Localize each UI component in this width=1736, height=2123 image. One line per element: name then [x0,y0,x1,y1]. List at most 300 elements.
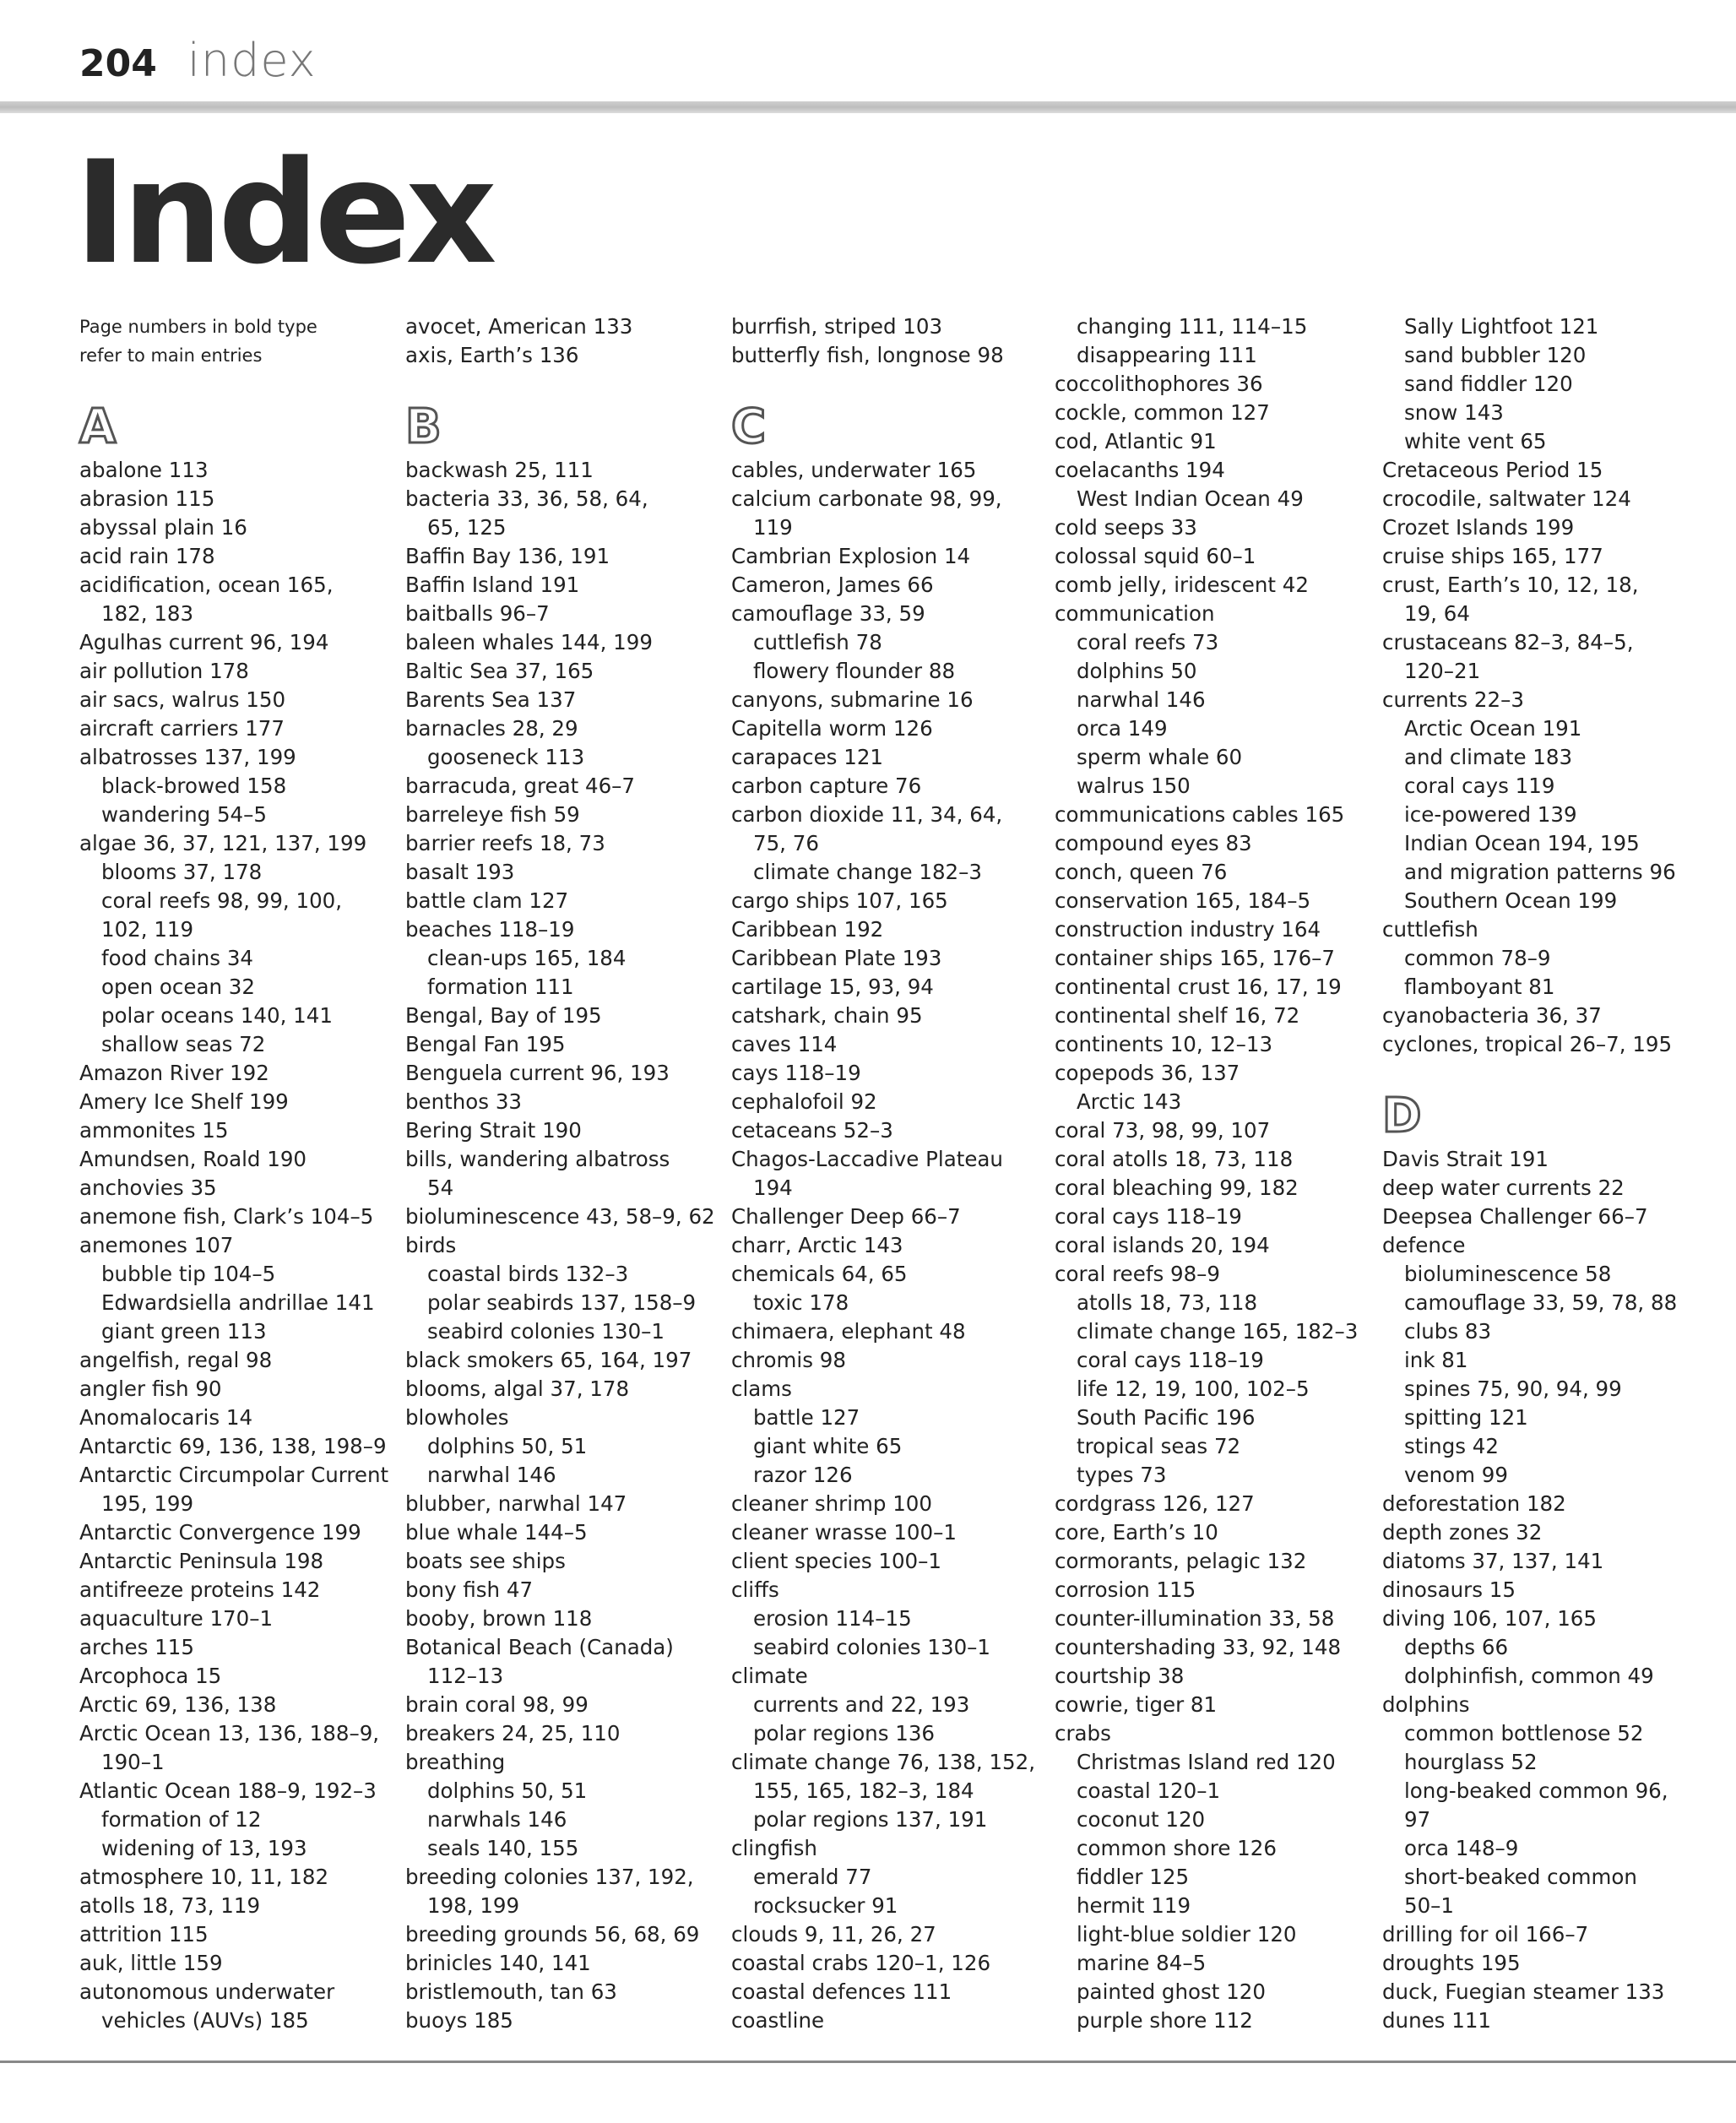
index-column-2 [405,312,718,2035]
spacer [731,370,1044,399]
index-entry: Challenger Deep 66–7 [731,1204,961,1229]
index-subentry: ink 81 [1404,1348,1468,1372]
index-subentry: cuttlefish 78 [753,630,882,654]
section-letter-text: A [79,399,117,454]
index-entry: climate [731,1664,808,1688]
index-entry: coral bleaching 99, 182 [1055,1176,1299,1200]
index-entry: cartilage 15, 93, 94 [731,975,934,999]
index-entry: booby, brown 118 [405,1606,593,1631]
index-entry: breakers 24, 25, 110 [405,1721,621,1746]
index-subentry: coastal birds 132–3 [427,1262,629,1286]
index-entry: cold seeps 33 [1055,515,1197,540]
index-entry: arches 115 [79,1635,194,1659]
index-entry: cables, underwater 165 [731,458,977,482]
page-title: Index [74,130,492,296]
index-subentry: coastal 120–1 [1077,1778,1221,1803]
index-subentry: hourglass 52 [1404,1750,1538,1774]
index-entry: cliffs [731,1577,779,1602]
index-entry: barnacles 28, 29 [405,716,578,741]
index-entry: copepods 36, 137 [1055,1061,1240,1085]
index-subentry: Arctic 143 [1077,1089,1182,1114]
index-entry: carbon capture 76 [731,774,922,798]
index-entry: continental shelf 16, 72 [1055,1003,1300,1028]
index-entry: construction industry 164 [1055,917,1321,942]
index-subentry: short-beaked common [1404,1865,1637,1889]
index-entry: abyssal plain 16 [79,515,247,540]
index-entry: black smokers 65, 164, 197 [405,1348,692,1372]
index-subentry: 97 [1404,1807,1431,1832]
index-entry: aquaculture 170–1 [79,1606,274,1631]
index-entry: conch, queen 76 [1055,860,1228,884]
index-entry: buoys 185 [405,2008,513,2033]
index-subentry: types 73 [1077,1463,1167,1487]
index-subentry: flamboyant 81 [1404,975,1555,999]
index-subentry: 194 [753,1176,793,1200]
index-entry: camouflage 33, 59 [731,601,925,626]
index-subentry: sperm whale 60 [1077,745,1243,769]
index-entry: crustaceans 82–3, 84–5, [1382,630,1634,654]
index-entry: coral atolls 18, 73, 118 [1055,1147,1294,1171]
index-entry: Barents Sea 137 [405,687,577,712]
index-entry: deep water currents 22 [1382,1176,1625,1200]
index-entry: Cretaceous Period 15 [1382,458,1603,482]
index-entry: client species 100–1 [731,1549,941,1573]
index-entry: Benguela current 96, 193 [405,1061,670,1085]
index-subentry: dolphins 50 [1077,659,1197,683]
index-entry: barrier reefs 18, 73 [405,831,605,855]
index-subentry: wandering 54–5 [101,802,267,827]
index-entry: burrfish, striped 103 [731,314,943,339]
index-entry: Chagos-Laccadive Plateau [731,1147,1003,1171]
index-subentry: 50–1 [1404,1893,1455,1918]
index-subentry: light-blue soldier 120 [1077,1922,1297,1947]
index-subentry: West Indian Ocean 49 [1077,486,1304,511]
index-subentry: orca 148–9 [1404,1836,1519,1860]
index-entry: Amazon River 192 [79,1061,269,1085]
index-subentry: 112–13 [427,1664,504,1688]
index-subentry: venom 99 [1404,1463,1508,1487]
index-entry: counter-illumination 33, 58 [1055,1606,1335,1631]
index-entry: carapaces 121 [731,745,883,769]
index-entry: cuttlefish [1382,917,1478,942]
index-entry: Bengal Fan 195 [405,1032,566,1056]
section-name: index [187,34,317,87]
index-subentry: sand bubbler 120 [1404,343,1587,367]
index-entry: cetaceans 52–3 [731,1118,893,1143]
index-entry: comb jelly, iridescent 42 [1055,573,1309,597]
index-subentry: depths 66 [1404,1635,1509,1659]
index-entry: blue whale 144–5 [405,1520,588,1545]
index-subentry: spines 75, 90, 94, 99 [1404,1376,1622,1401]
index-subentry: painted ghost 120 [1077,1979,1266,2004]
index-entry: core, Earth’s 10 [1055,1520,1218,1545]
index-entry: abalone 113 [79,458,209,482]
index-entry: duck, Fuegian steamer 133 [1382,1979,1665,2004]
index-entry: Anomalocaris 14 [79,1405,253,1430]
index-entry: compound eyes 83 [1055,831,1252,855]
index-entry: bills, wandering albatross [405,1147,670,1171]
index-subentry: black-browed 158 [101,774,287,798]
index-subentry: narwhals 146 [427,1807,567,1832]
index-entry: clingfish [731,1836,817,1860]
index-subentry: polar oceans 140, 141 [101,1003,333,1028]
index-entry: Caribbean Plate 193 [731,946,942,970]
index-entry: chimaera, elephant 48 [731,1319,966,1344]
index-entry: caves 114 [731,1032,838,1056]
index-entry: dolphins [1382,1692,1470,1717]
index-subentry: sand fiddler 120 [1404,372,1573,396]
index-entry: corrosion 115 [1055,1577,1196,1602]
index-entry: cyanobacteria 36, 37 [1382,1003,1602,1028]
index-entry: deforestation 182 [1382,1491,1566,1516]
index-subentry: rocksucker 91 [753,1893,898,1918]
index-subentry: coconut 120 [1077,1807,1206,1832]
index-subentry: ice-powered 139 [1404,802,1577,827]
index-subentry: marine 84–5 [1077,1951,1207,1975]
index-subentry: 75, 76 [753,831,819,855]
index-entry: Cameron, James 66 [731,573,934,597]
index-entry: angler fish 90 [79,1376,222,1401]
index-entry: coral cays 118–19 [1055,1204,1242,1229]
index-subentry: tropical seas 72 [1077,1434,1241,1458]
index-subentry: 102, 119 [101,917,194,942]
header-rule [0,101,1736,113]
index-entry: cormorants, pelagic 132 [1055,1549,1307,1573]
index-entry: Antarctic Peninsula 198 [79,1549,324,1573]
index-subentry: walrus 150 [1077,774,1191,798]
index-entry: avocet, American 133 [405,314,633,339]
index-subentry: climate change 165, 182–3 [1077,1319,1359,1344]
index-entry: Baffin Island 191 [405,573,580,597]
index-entry: coastal defences 111 [731,1979,952,2004]
index-entry: Capitella worm 126 [731,716,933,741]
index-entry: Agulhas current 96, 194 [79,630,329,654]
index-entry: butterfly fish, longnose 98 [731,343,1004,367]
index-entry: canyons, submarine 16 [731,687,974,712]
index-entry: autonomous underwater [79,1979,335,2004]
index-subentry: Southern Ocean 199 [1404,888,1618,913]
index-subentry: Sally Lightfoot 121 [1404,314,1599,339]
index-subentry: common 78–9 [1404,946,1551,970]
index-entry: Botanical Beach (Canada) [405,1635,674,1659]
index-entry: angelfish, regal 98 [79,1348,273,1372]
index-subentry: food chains 34 [101,946,254,970]
index-subentry: 155, 165, 182–3, 184 [753,1778,974,1803]
spacer [79,370,392,399]
index-subentry: vehicles (AUVs) 185 [101,2008,309,2033]
index-subentry: coral cays 119 [1404,774,1555,798]
index-subentry: Arctic Ocean 191 [1404,716,1582,741]
index-entry: auk, little 159 [79,1951,223,1975]
index-subentry: 195, 199 [101,1491,194,1516]
index-entry: Antarctic Convergence 199 [79,1520,361,1545]
index-subentry: South Pacific 196 [1077,1405,1256,1430]
index-note: refer to main entries [79,345,263,366]
index-subentry: giant white 65 [753,1434,903,1458]
index-subentry: flowery flounder 88 [753,659,956,683]
index-entry: Deepsea Challenger 66–7 [1382,1204,1648,1229]
index-entry: breeding colonies 137, 192, [405,1865,694,1889]
index-entry: benthos 33 [405,1089,523,1114]
index-entry: anemones 107 [79,1233,234,1257]
index-subentry: 54 [427,1176,454,1200]
index-entry: colossal squid 60–1 [1055,544,1256,568]
index-subentry: spitting 121 [1404,1405,1528,1430]
index-entry: birds [405,1233,457,1257]
index-subentry: climate change 182–3 [753,860,982,884]
index-column-1 [79,312,392,2035]
index-subentry: battle 127 [753,1405,860,1430]
index-subentry: 19, 64 [1404,601,1470,626]
section-letter [1382,1088,1695,1145]
index-entry: clams [731,1376,792,1401]
index-entry: Bering Strait 190 [405,1118,582,1143]
index-entry: coral reefs 98–9 [1055,1262,1221,1286]
index-subentry: toxic 178 [753,1290,849,1315]
index-entry: defence [1382,1233,1466,1257]
index-subentry: narwhal 146 [1077,687,1206,712]
index-entry: coastal crabs 120–1, 126 [731,1951,991,1975]
section-letter-text: B [405,399,442,454]
index-entry: dunes 111 [1382,2008,1491,2033]
index-subentry: seabird colonies 130–1 [753,1635,991,1659]
index-entry: axis, Earth’s 136 [405,343,579,367]
index-entry: crabs [1055,1721,1111,1746]
index-entry: drilling for oil 166–7 [1382,1922,1589,1947]
index-subentry: Christmas Island red 120 [1077,1750,1336,1774]
index-entry: crocodile, saltwater 124 [1382,486,1631,511]
index-subentry: polar regions 136 [753,1721,936,1746]
index-entry: atmosphere 10, 11, 182 [79,1865,329,1889]
index-entry: Caribbean 192 [731,917,884,942]
index-entry: chemicals 64, 65 [731,1262,908,1286]
index-entry: atolls 18, 73, 119 [79,1893,261,1918]
index-subentry: clean-ups 165, 184 [427,946,627,970]
index-entry: Antarctic 69, 136, 138, 198–9 [79,1434,387,1458]
index-subentry: blooms 37, 178 [101,860,263,884]
running-head [79,34,317,93]
index-subentry: gooseneck 113 [427,745,585,769]
index-subentry: narwhal 146 [427,1463,556,1487]
index-subentry: 182, 183 [101,601,194,626]
index-entry: continental crust 16, 17, 19 [1055,975,1342,999]
index-entry: bacteria 33, 36, 58, 64, [405,486,648,511]
index-subentry: shallow seas 72 [101,1032,266,1056]
index-subentry: purple shore 112 [1077,2008,1253,2033]
index-entry: cowrie, tiger 81 [1055,1692,1218,1717]
index-entry: Antarctic Circumpolar Current [79,1463,389,1487]
index-entry: barracuda, great 46–7 [405,774,636,798]
index-subentry: Indian Ocean 194, 195 [1404,831,1640,855]
index-subentry: long-beaked common 96, [1404,1778,1668,1803]
index-entry: Bengal, Bay of 195 [405,1003,602,1028]
index-subentry: stings 42 [1404,1434,1499,1458]
index-subentry: giant green 113 [101,1319,267,1344]
index-subentry: bubble tip 104–5 [101,1262,276,1286]
index-entry: diatoms 37, 137, 141 [1382,1549,1604,1573]
spacer [1382,1059,1695,1088]
index-entry: conservation 165, 184–5 [1055,888,1311,913]
index-columns [0,312,1736,2052]
index-subentry: 120–21 [1404,659,1481,683]
index-entry: continents 10, 12–13 [1055,1032,1273,1056]
index-entry: air pollution 178 [79,659,249,683]
index-entry: clouds 9, 11, 26, 27 [731,1922,936,1947]
index-subentry: erosion 114–15 [753,1606,912,1631]
index-subentry: widening of 13, 193 [101,1836,307,1860]
index-entry: breeding grounds 56, 68, 69 [405,1922,700,1947]
index-subentry: dolphins 50, 51 [427,1778,588,1803]
spacer [405,370,718,399]
index-subentry: bioluminescence 58 [1404,1262,1612,1286]
index-entry: air sacs, walrus 150 [79,687,286,712]
index-entry: calcium carbonate 98, 99, [731,486,1002,511]
index-entry: dinosaurs 15 [1382,1577,1516,1602]
index-entry: chromis 98 [731,1348,846,1372]
index-column-3 [731,312,1044,2035]
index-entry: Amundsen, Roald 190 [79,1147,307,1171]
index-entry: charr, Arctic 143 [731,1233,903,1257]
index-entry: cyclones, tropical 26–7, 195 [1382,1032,1673,1056]
index-subentry: orca 149 [1077,716,1168,741]
index-column-4 [1055,312,1367,2035]
index-subentry: life 12, 19, 100, 102–5 [1077,1376,1310,1401]
index-subentry: camouflage 33, 59, 78, 88 [1404,1290,1678,1315]
index-entry: cleaner shrimp 100 [731,1491,932,1516]
index-entry: attrition 115 [79,1922,209,1947]
index-entry: ammonites 15 [79,1118,229,1143]
index-subentry: formation 111 [427,975,574,999]
index-subentry: coral reefs 98, 99, 100, [101,888,343,913]
index-entry: blowholes [405,1405,509,1430]
index-subentry: seabird colonies 130–1 [427,1319,665,1344]
index-subentry: white vent 65 [1404,429,1547,453]
index-entry: Arctic Ocean 13, 136, 188–9, [79,1721,380,1746]
index-subentry: coral reefs 73 [1077,630,1219,654]
index-subentry: open ocean 32 [101,975,255,999]
index-entry: countershading 33, 92, 148 [1055,1635,1342,1659]
index-subentry: 65, 125 [427,515,507,540]
index-entry: coral islands 20, 194 [1055,1233,1270,1257]
index-entry: bristlemouth, tan 63 [405,1979,617,2004]
index-subentry: clubs 83 [1404,1319,1492,1344]
index-subentry: atolls 18, 73, 118 [1077,1290,1258,1315]
index-entry: baitballs 96–7 [405,601,550,626]
index-entry: coral 73, 98, 99, 107 [1055,1118,1271,1143]
index-entry: catshark, chain 95 [731,1003,923,1028]
index-entry: cleaner wrasse 100–1 [731,1520,957,1545]
index-entry: climate change 76, 138, 152, [731,1750,1036,1774]
index-subentry: coral cays 118–19 [1077,1348,1264,1372]
index-entry: Atlantic Ocean 188–9, 192–3 [79,1778,377,1803]
index-entry: bony fish 47 [405,1577,534,1602]
index-entry: Arctic 69, 136, 138 [79,1692,277,1717]
index-entry: basalt 193 [405,860,515,884]
index-entry: cordgrass 126, 127 [1055,1491,1255,1516]
index-subentry: disappearing 111 [1077,343,1257,367]
index-entry: coastline [731,2008,825,2033]
index-column-5 [1382,312,1695,2035]
index-entry: blooms, algal 37, 178 [405,1376,630,1401]
index-entry: courtship 38 [1055,1664,1185,1688]
index-subentry: and migration patterns 96 [1404,860,1676,884]
index-entry: Baffin Bay 136, 191 [405,544,610,568]
index-subentry: formation of 12 [101,1807,262,1832]
footer-rule [0,2061,1736,2063]
index-entry: acid rain 178 [79,544,215,568]
index-entry: cays 118–19 [731,1061,861,1085]
index-entry: carbon dioxide 11, 34, 64, [731,802,1003,827]
index-subentry: polar regions 137, 191 [753,1807,988,1832]
index-entry: coelacanths 194 [1055,458,1225,482]
index-subentry: fiddler 125 [1077,1865,1190,1889]
index-subentry: dolphinfish, common 49 [1404,1664,1654,1688]
index-entry: algae 36, 37, 121, 137, 199 [79,831,367,855]
index-subentry: hermit 119 [1077,1893,1191,1918]
index-entry: beaches 118–19 [405,917,575,942]
index-entry: coccolithophores 36 [1055,372,1263,396]
index-entry: depth zones 32 [1382,1520,1543,1545]
index-subentry: and climate 183 [1404,745,1573,769]
index-entry: droughts 195 [1382,1951,1521,1975]
index-entry: brinicles 140, 141 [405,1951,591,1975]
section-letter [405,399,718,456]
index-entry: Amery Ice Shelf 199 [79,1089,289,1114]
index-entry: baleen whales 144, 199 [405,630,653,654]
index-subentry: common bottlenose 52 [1404,1721,1644,1746]
index-subentry: razor 126 [753,1463,853,1487]
section-letter-text: C [731,399,767,454]
index-entry: blubber, narwhal 147 [405,1491,627,1516]
index-entry: currents 22–3 [1382,687,1524,712]
index-entry: backwash 25, 111 [405,458,594,482]
index-entry: antifreeze proteins 142 [79,1577,321,1602]
index-entry: communications cables 165 [1055,802,1345,827]
index-entry: Baltic Sea 37, 165 [405,659,594,683]
page-number: 204 [79,42,157,85]
index-entry: acidification, ocean 165, [79,573,334,597]
index-entry: albatrosses 137, 199 [79,745,296,769]
index-subentry: common shore 126 [1077,1836,1277,1860]
index-subentry: 190–1 [101,1750,165,1774]
index-entry: bioluminescence 43, 58–9, 62 [405,1204,715,1229]
index-subentry: seals 140, 155 [427,1836,579,1860]
index-note: Page numbers in bold type [79,317,317,337]
index-entry: aircraft carriers 177 [79,716,285,741]
index-subentry: 119 [753,515,793,540]
index-entry: abrasion 115 [79,486,215,511]
index-entry: cargo ships 107, 165 [731,888,948,913]
index-subentry: emerald 77 [753,1865,872,1889]
index-entry: breathing [405,1750,506,1774]
index-entry: barreleye fish 59 [405,802,580,827]
index-subentry: snow 143 [1404,400,1504,425]
index-subentry: 198, 199 [427,1893,520,1918]
index-entry: cod, Atlantic 91 [1055,429,1217,453]
index-entry: container ships 165, 176–7 [1055,946,1336,970]
index-entry: Arcophoca 15 [79,1664,222,1688]
index-subentry: polar seabirds 137, 158–9 [427,1290,697,1315]
index-entry: crust, Earth’s 10, 12, 18, [1382,573,1639,597]
index-entry: Davis Strait 191 [1382,1147,1549,1171]
index-entry: Cambrian Explosion 14 [731,544,971,568]
index-subentry: currents and 22, 193 [753,1692,970,1717]
index-entry: Crozet Islands 199 [1382,515,1575,540]
section-letter [731,399,1044,456]
index-subentry: dolphins 50, 51 [427,1434,588,1458]
index-entry: anemone fish, Clark’s 104–5 [79,1204,374,1229]
index-entry: diving 106, 107, 165 [1382,1606,1597,1631]
